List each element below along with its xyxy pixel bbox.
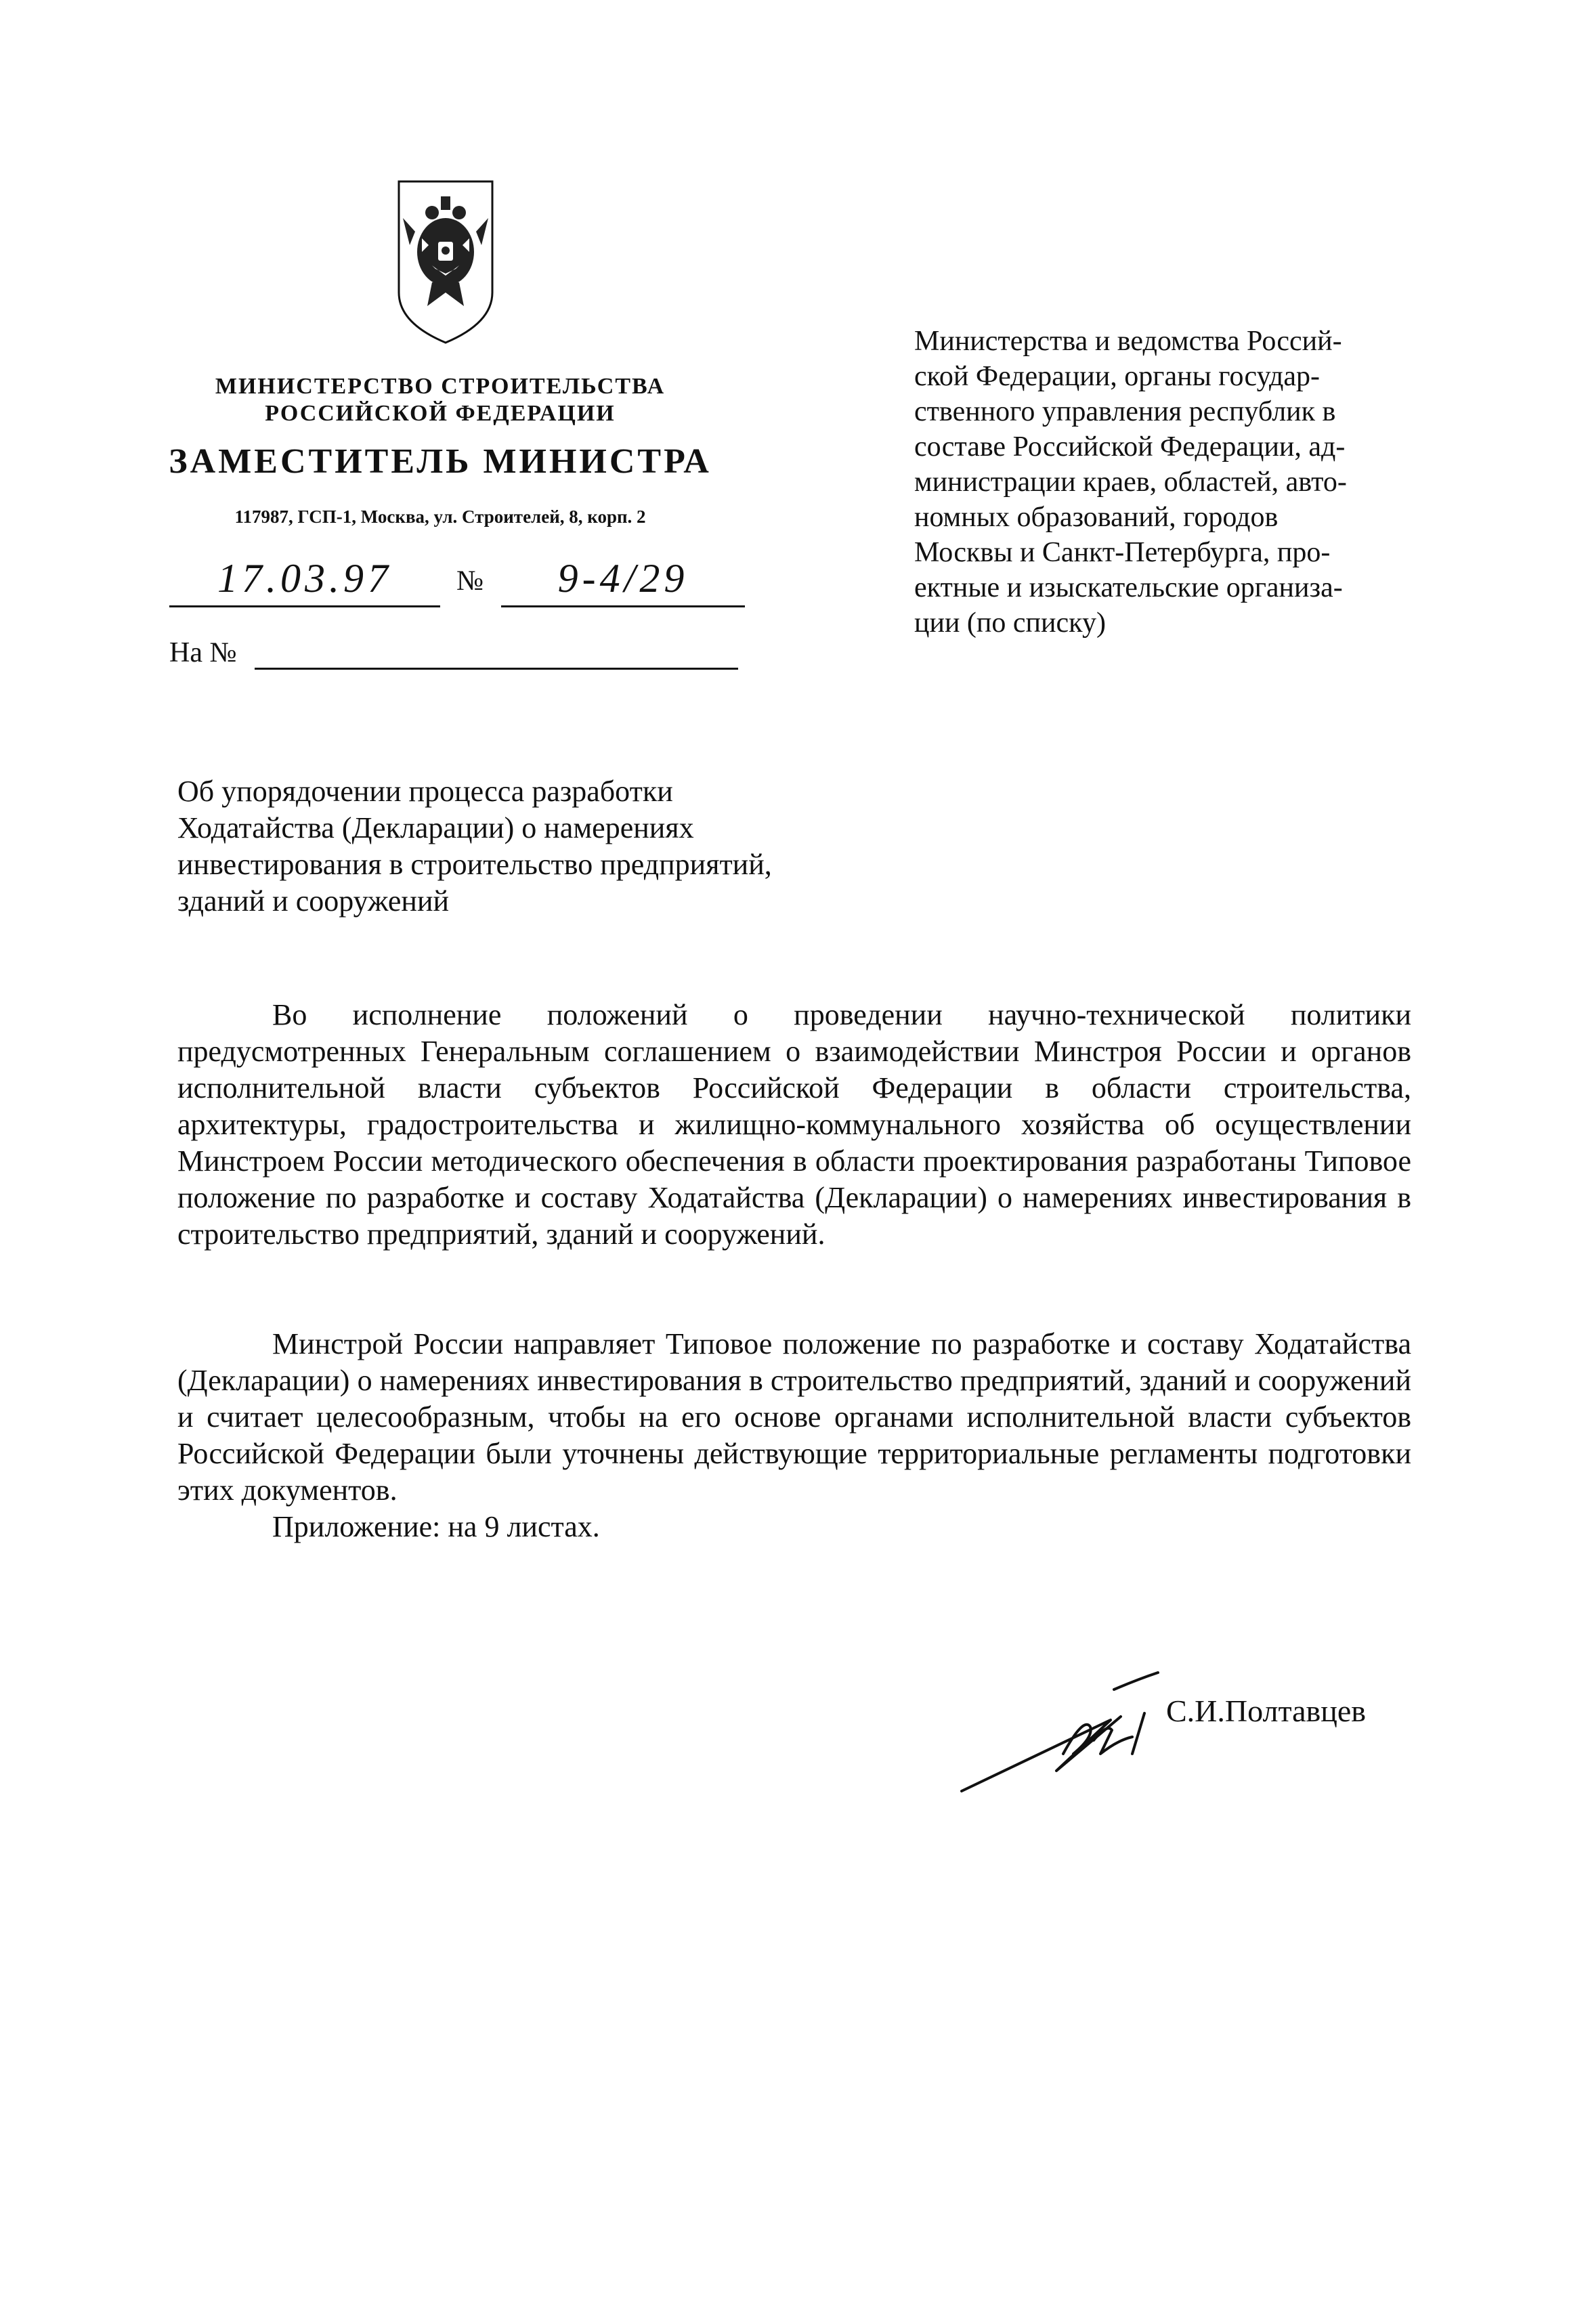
attachment-note: Приложение: на 9 листах. — [272, 1510, 600, 1543]
number-label: № — [456, 565, 484, 597]
reference-label: На № — [169, 637, 237, 668]
reference-underline — [255, 668, 738, 670]
registration-number: 9-4/29 — [557, 556, 689, 601]
ministry-name-country: РОССИЙСКОЙ ФЕДЕРАЦИИ — [265, 401, 616, 426]
number-underline — [501, 605, 745, 607]
registration-line — [169, 555, 738, 609]
russian-coat-of-arms-icon — [395, 177, 496, 347]
date-underline — [169, 605, 440, 607]
registration-date: 17.03.97 — [217, 556, 392, 601]
ministry-name: МИНИСТЕРСТВО СТРОИТЕЛЬСТВА — [215, 374, 666, 399]
letter-subject: Об упорядочении процесса разработки Ходатайства (Декларации) о намерениях инвестирования в строительство предприятий, зданий и сооружений — [177, 775, 772, 918]
body-paragraph: Во исполнение положений о проведении научно-технической политики предусмотренных Генеральным соглашением о взаимодействии Минстроя России и органов исполнительной власти субъектов Российской Федерации в области строительства, архитектуры, градостроительства и жилищно-коммунального хозяйства об осуществлении Минстроем России методического обеспечения в области проектирования разработаны Типовое положение по разработке и составу Ходатайства (Декларации) о намерениях инвестирования в строительство предприятий, зданий и сооружений. — [177, 998, 1411, 1251]
signer-name: С.И.Полтавцев — [1166, 1694, 1367, 1728]
handwritten-signature-icon — [955, 1652, 1178, 1801]
addressee-block: Министерства и ведомства Россий- ской Федерации, органы государ- ственного управления республик в составе Российской Федерации, ад- министрации краев, областей, авто- номных образований, городов Москвы и Санкт-Петербурга, про- ектные и изыскательские организа- ции (по списку) — [914, 326, 1347, 639]
body-paragraph: Минстрой России направляет Типовое положение по разработке и составу Ходатайства (Декларации) о намерениях инвестирования в строительство предприятий, зданий и сооружений и считает целесообразным, чтобы на его основе органами исполнительной власти субъектов Российской Федерации были уточнены действующие территориальные регламенты подготовки этих документов. — [177, 1327, 1411, 1507]
ministry-address: 117987, ГСП-1, Москва, ул. Строителей, 8, корп. 2 — [234, 507, 646, 527]
reference-line — [169, 637, 738, 677]
deputy-minister-title: ЗАМЕСТИТЕЛЬ МИНИСТРА — [169, 442, 712, 481]
